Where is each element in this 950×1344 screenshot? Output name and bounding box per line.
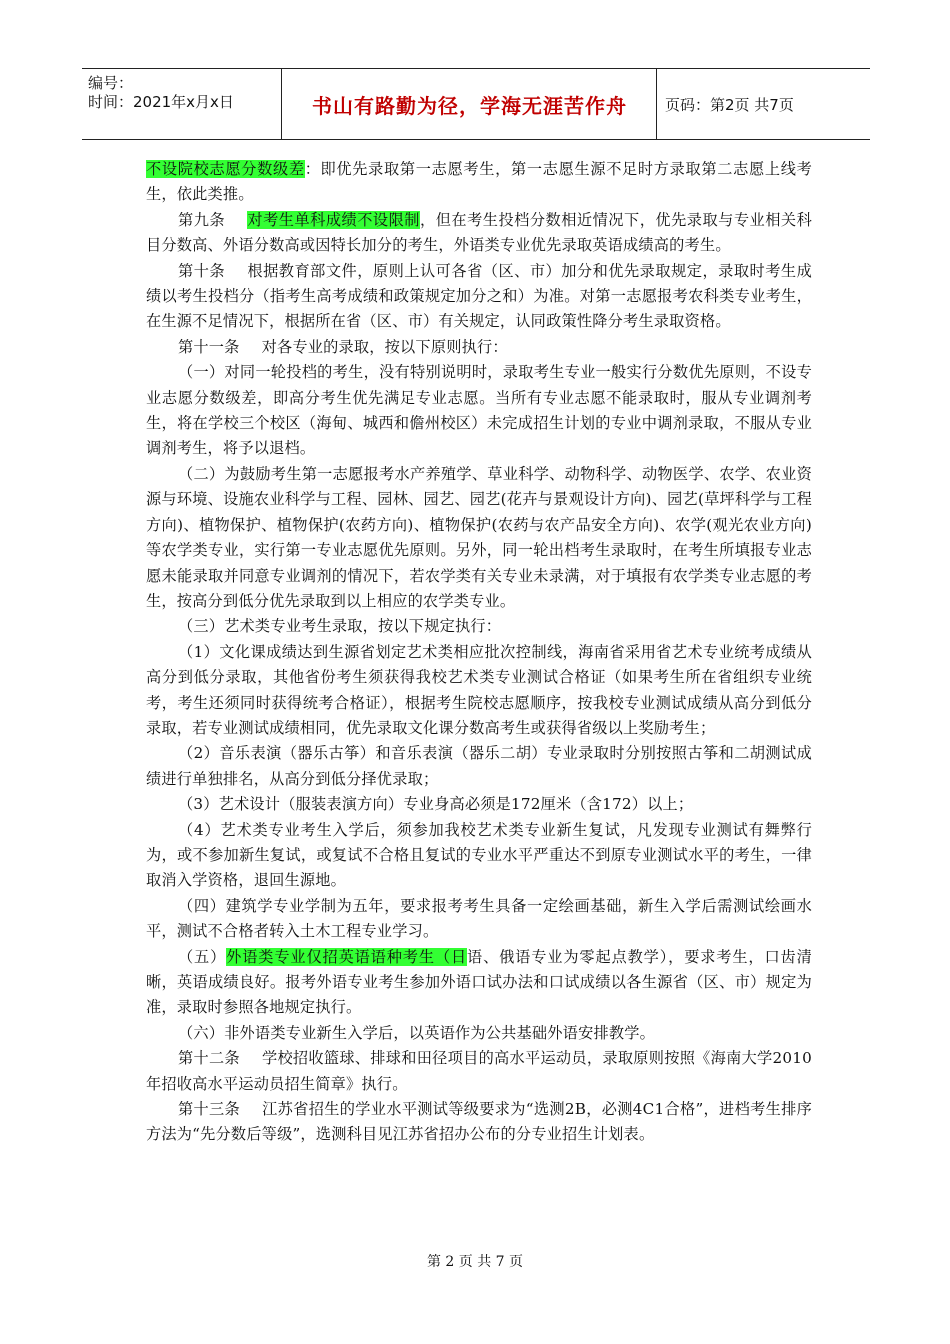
paragraph: （三）艺术类专业考生录取，按以下规定执行： [178,617,502,636]
header-meta [82,69,282,139]
page-header [82,68,870,140]
article-10: 第十条 根据教育部文件，原则上认可各省（区、市）加分和优先录取规定，录取时考生成绩以考生投档分（指考生高考成绩和政策规定加分之和）为准。对第一志愿报考农科类专业考生，在生源不足情况下，根据所在省（区、市）有关规定，认同政策性降分考生录取资格。 [146,261,812,331]
document-number-label: 编号： [88,74,134,92]
article-heading: 第九条 [178,210,226,229]
paragraph: （1）文化课成绩达到生源省划定艺术类相应批次控制线，海南省采用省艺术专业统考成绩从高分到低分录取，其他省份考生须获得我校艺术类专业测试合格证（如果考生所在省组织专业统考，考生还须同时获得统考合格证），根据考生院校志愿顺序，按我校专业测试成绩从高分到低分录取，若专业测试成绩相同，优先录取文化课分数高考生或获得省级以上奖励考生； [146,642,812,737]
header-page-info: 页码：第2页 共7页 [665,95,794,114]
paragraph: 不设院校志愿分数级差：即优先录取第一志愿考生，第一志愿生源不足时方录取第二志愿上线考生，依此类推。 [146,160,812,204]
paragraph: （五）外语类专业仅招英语语种考生（日语、俄语专业为零起点教学），要求考生，口齿清晰，英语成绩良好。报考外语专业考生参加外语口试办法和口试成绩以各生源省（区、市）规定为准，录取时参照各地规定执行。 [146,947,812,1017]
article-heading: 第十条 [178,261,226,280]
document-body [146,157,812,1148]
document-time-label: 时间：2021年x月x日 [88,93,234,111]
article-heading: 第十二条 [178,1049,240,1068]
article-12: 第十二条 学校招收篮球、排球和田径项目的高水平运动员，录取原则按照《海南大学2010年招收高水平运动员招生简章》执行。 [146,1049,812,1093]
paragraph: （六）非外语类专业新生入学后，以英语作为公共基础外语安排教学。 [178,1023,656,1042]
article-11: 第十一条 对各专业的录取，按以下原则执行： [178,337,508,356]
highlighted-text: 外语类专业仅招英语语种考生（日 [226,947,468,966]
paragraph: （4）艺术类专业考生入学后，须参加我校艺术类专业新生复试，凡发现专业测试有舞弊行为，或不参加新生复试，或复试不合格且复试的专业水平严重达不到原专业测试水平的考生，一律取消入学资格，退回生源地。 [146,820,812,890]
header-motto: 书山有路勤为径，学海无涯苦作舟 [283,69,657,139]
article-9: 第九条 对考生单科成绩不设限制，但在考生投档分数相近情况下，优先录取与专业相关科目分数高、外语分数高或因特长加分的考生，外语类专业优先录取英语成绩高的考生。 [146,210,812,255]
paragraph: （四）建筑学专业学制为五年，要求报考考生具备一定绘画基础，新生入学后需测试绘画水平，测试不合格者转入土木工程专业学习。 [146,896,812,941]
highlighted-text: 对考生单科成绩不设限制 [247,210,420,229]
paragraph: （3）艺术设计（服装表演方向）专业身高必须是172厘米（含172）以上； [178,795,694,814]
article-heading: 第十三条 [178,1100,241,1119]
paragraph: （2）音乐表演（器乐古筝）和音乐表演（器乐二胡）专业录取时分别按照古筝和二胡测试成绩进行单独排名，从高分到低分择优录取； [146,744,812,788]
article-13: 第十三条 江苏省招生的学业水平测试等级要求为“选测2B，必测4C1合格”，进档考生排序方法为“先分数后等级”，选测科目见江苏省招办公布的分专业招生计划表。 [146,1100,812,1144]
highlighted-text: 不设院校志愿分数级差 [146,160,305,178]
paragraph: （二）为鼓励考生第一志愿报考水产养殖学、草业科学、动物科学、动物医学、农学、农业资源与环境、设施农业科学与工程、园林、园艺、园艺(花卉与景观设计方向)、园艺(草坪科学与工程方向)、植物保护、植物保护(农药方向)、植物保护(农药与农产品安全方向)、农学(观光农业方向)等农学类专业，实行第一专业志愿优先原则。另外，同一轮出档考生录取时，在考生所填报专业志愿未能录取并同意专业调剂的情况下，若农学类有关专业未录满，对于填报有农学类专业志愿的考生，按高分到低分优先录取到以上相应的农学类专业。 [146,464,812,610]
page-footer: 第 2 页 共 7 页 [426,1254,524,1270]
paragraph: （一）对同一轮投档的考生，没有特别说明时，录取考生专业一般实行分数优先原则，不设专业志愿分数级差，即高分考生优先满足专业志愿。当所有专业志愿不能录取时，服从专业调剂考生，将在学校三个校区（海甸、城西和儋州校区）未完成招生计划的专业中调剂录取，不服从专业调剂考生，将予以退档。 [146,363,812,458]
article-heading: 第十一条 [178,337,240,356]
